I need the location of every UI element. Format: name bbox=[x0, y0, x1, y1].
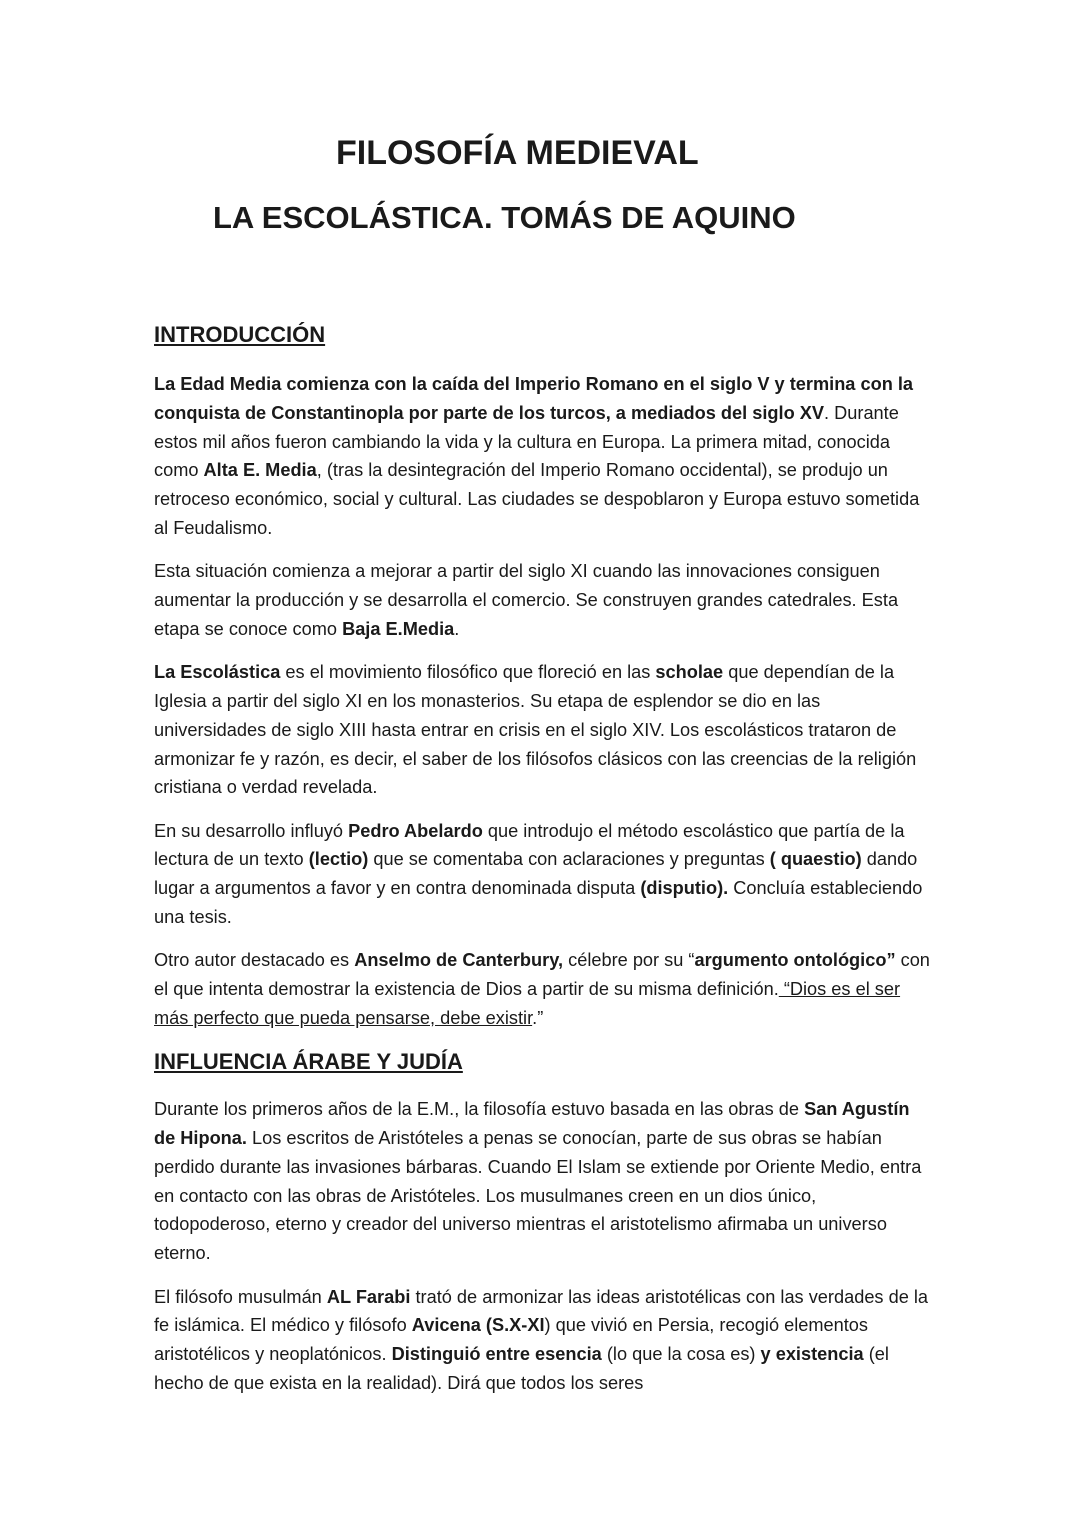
paragraph-text: En su desarrollo influyó bbox=[154, 820, 349, 841]
paragraph-influence-2 bbox=[154, 1283, 934, 1398]
bold-text: (lectio) bbox=[308, 849, 369, 870]
paragraph-influence-1 bbox=[154, 1095, 934, 1268]
paragraph-text: .” bbox=[532, 1007, 544, 1028]
paragraph-intro-2 bbox=[154, 557, 934, 643]
paragraph-text: Otro autor destacado es bbox=[154, 950, 355, 971]
document-body bbox=[154, 320, 934, 1412]
bold-text: AL Farabi bbox=[326, 1286, 411, 1307]
paragraph-text: que dependían de la Iglesia a partir del siglo XI en los monasterios. Su etapa de esplendor se dio en las universidades de siglo XIII hasta entrar en crisis en el siglo XIV. Los escolásticos trataron de armonizar fe y razón, es decir, el saber de los filósofos clásicos con las creencias de la religión cristiana o verdad revelada. bbox=[154, 662, 917, 798]
paragraph-text: es el movimiento filosófico que floreció en las bbox=[280, 662, 656, 683]
paragraph-intro-3 bbox=[154, 658, 934, 802]
bold-text: ( quaestio) bbox=[769, 849, 862, 870]
bold-text: Distinguió entre esencia bbox=[391, 1344, 602, 1365]
bold-text: scholae bbox=[655, 662, 724, 683]
bold-text: argumento ontológico” bbox=[694, 950, 896, 971]
bold-text: Avicena (S.X-XI bbox=[411, 1315, 545, 1336]
underlined-quote: “Dios es el ser más perfecto que pueda pensarse, debe existir bbox=[154, 979, 901, 1028]
paragraph-text: . Durante estos mil años fueron cambiando la vida y la cultura en Europa. La primera mitad, conocida como bbox=[154, 402, 899, 481]
paragraph-text: Esta situación comienza a mejorar a partir del siglo XI cuando las innovaciones consiguen aumentar la producción y se desarrolla el comercio. Se construyen grandes catedrales. Esta etapa se conoce como bbox=[154, 561, 899, 639]
paragraph-text: que introdujo el método escolástico que partía de la lectura de un texto bbox=[154, 820, 905, 870]
paragraph-text: célebre por su “ bbox=[563, 950, 695, 971]
paragraph-text: Durante los primeros años de la E.M., la filosofía estuvo basada en las obras de bbox=[154, 1099, 805, 1120]
paragraph-text: (el hecho de que exista en la realidad). Dirá que todos los seres bbox=[154, 1344, 889, 1393]
bold-text: Baja E.Media bbox=[342, 618, 455, 639]
paragraph-text: , (tras la desintegración del Imperio Romano occidental), se produjo un retroceso económico, social y cultural. Las ciudades se despoblaron y Europa estuvo sometida al Feudalismo. bbox=[154, 460, 920, 538]
bold-text: Alta E. Media bbox=[203, 460, 317, 481]
paragraph-intro-1 bbox=[154, 370, 934, 543]
page-title: FILOSOFÍA MEDIEVAL bbox=[336, 134, 699, 172]
paragraph-text: Concluía estableciendo una tesis. bbox=[154, 878, 923, 928]
bold-text: Anselmo de Canterbury, bbox=[354, 950, 564, 971]
bold-text: La Escolástica bbox=[154, 662, 281, 683]
paragraph-text: . bbox=[454, 618, 460, 639]
paragraph-text: ) que vivió en Persia, recogió elementos aristotélicos y neoplatónicos. bbox=[154, 1315, 869, 1365]
paragraph-intro-5 bbox=[154, 946, 934, 1032]
page-subtitle: LA ESCOLÁSTICA. TOMÁS DE AQUINO bbox=[213, 200, 796, 235]
paragraph-text: El filósofo musulmán bbox=[154, 1286, 327, 1307]
bold-text: La Edad Media comienza con la caída del Imperio Romano en el siglo V y termina con la conquista de Constantinopla por parte de los turcos, a mediados del siglo XV bbox=[154, 374, 914, 423]
bold-text: y existencia bbox=[760, 1344, 864, 1365]
bold-text: (disputio). bbox=[640, 878, 729, 899]
paragraph-text: Los escritos de Aristóteles a penas se conocían, parte de sus obras se habían perdido durante las invasiones bárbaras. Cuando El Islam se extiende por Oriente Medio, entra en contacto con las obras de Aristóteles. Los musulmanes creen en un dios único, todopoderoso, eterno y creador del universo mientras el aristotelismo afirmaba un universo eterno. bbox=[154, 1128, 922, 1264]
bold-text: Pedro Abelardo bbox=[348, 820, 483, 841]
paragraph-intro-4 bbox=[154, 817, 934, 932]
section-heading-introduccion: INTRODUCCIÓN bbox=[154, 322, 326, 347]
bold-text: San Agustín de Hipona. bbox=[154, 1099, 910, 1149]
paragraph-text: trató de armonizar las ideas aristotélicas con las verdades de la fe islámica. El médico y filósofo bbox=[154, 1286, 929, 1336]
paragraph-text: con el que intenta demostrar la existencia de Dios a partir de su misma definición. bbox=[154, 950, 930, 1000]
paragraph-text: dando lugar a argumentos a favor y en contra denominada disputa bbox=[154, 849, 918, 899]
paragraph-text: que se comentaba con aclaraciones y preguntas bbox=[368, 849, 770, 870]
section-heading-influencia: INFLUENCIA ÁRABE Y JUDÍA bbox=[154, 1049, 463, 1075]
paragraph-text: (lo que la cosa es) bbox=[601, 1344, 761, 1365]
